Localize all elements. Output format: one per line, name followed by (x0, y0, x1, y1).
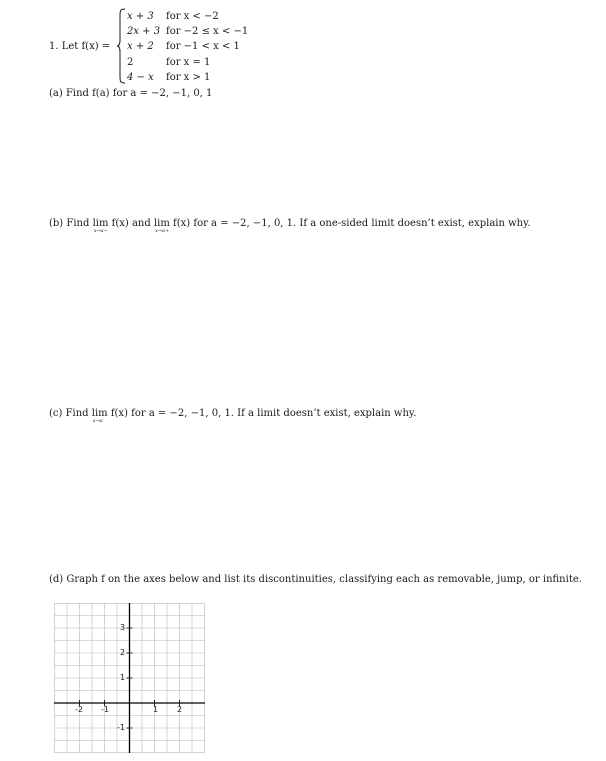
y-tick-label-3: 3 (120, 623, 126, 632)
case-cond-4: for x = 1 (166, 57, 211, 68)
part-a-text: (a) Find f(a) for a = −2, −1, 0, 1 (49, 88, 213, 99)
part-b-lim-left-sub: x→a− (93, 228, 108, 234)
case-expr-4: 2 (127, 57, 134, 68)
piecewise-brace-icon (116, 8, 126, 84)
case-cond-2: for −2 ≤ x < −1 (166, 26, 249, 37)
y-tick-label--1: -1 (117, 723, 125, 732)
part-b-prefix: (b) Find (49, 218, 90, 229)
case-cond-1: for x < −2 (166, 11, 219, 22)
part-b-lim-right-sub: x→a+ (154, 228, 170, 234)
part-c-prefix: (c) Find (49, 408, 89, 419)
case-cond-3: for −1 < x < 1 (166, 41, 240, 52)
y-tick-label-1: 1 (120, 673, 126, 682)
part-b-text (49, 218, 531, 234)
x-tick-label--2: -2 (75, 705, 83, 714)
problem-intro: 1. Let f(x) = (49, 41, 111, 52)
case-expr-3: x + 2 (127, 41, 154, 52)
x-tick-label-1: 1 (153, 705, 159, 714)
part-b-suffix: f(x) for a = −2, −1, 0, 1. If a one-sided limit doesn’t exist, explain why. (173, 218, 531, 229)
x-tick-label-2: 2 (177, 705, 183, 714)
x-tick-label--1: -1 (101, 705, 109, 714)
part-c-text (49, 408, 417, 424)
graph-axes (54, 603, 206, 753)
case-expr-2: 2x + 3 (127, 26, 161, 37)
part-b-lim-right: lim x→a+ (153, 218, 170, 234)
y-tick-label-2: 2 (120, 648, 126, 657)
part-c-lim-sub: x→a (92, 418, 103, 424)
part-c-lim: lim x→a (91, 408, 108, 424)
part-d-text: (d) Graph f on the axes below and list its discontinuities, classifying each as removable, jump, or infinite. (49, 574, 582, 585)
case-expr-5: 4 − x (127, 72, 154, 83)
part-b-mid: f(x) and (111, 218, 151, 229)
part-c-suffix: f(x) for a = −2, −1, 0, 1. If a limit doesn’t exist, explain why. (110, 408, 417, 419)
case-expr-1: x + 3 (127, 11, 154, 22)
case-cond-5: for x > 1 (166, 72, 211, 83)
part-b-lim-left: lim x→a− (92, 218, 109, 234)
